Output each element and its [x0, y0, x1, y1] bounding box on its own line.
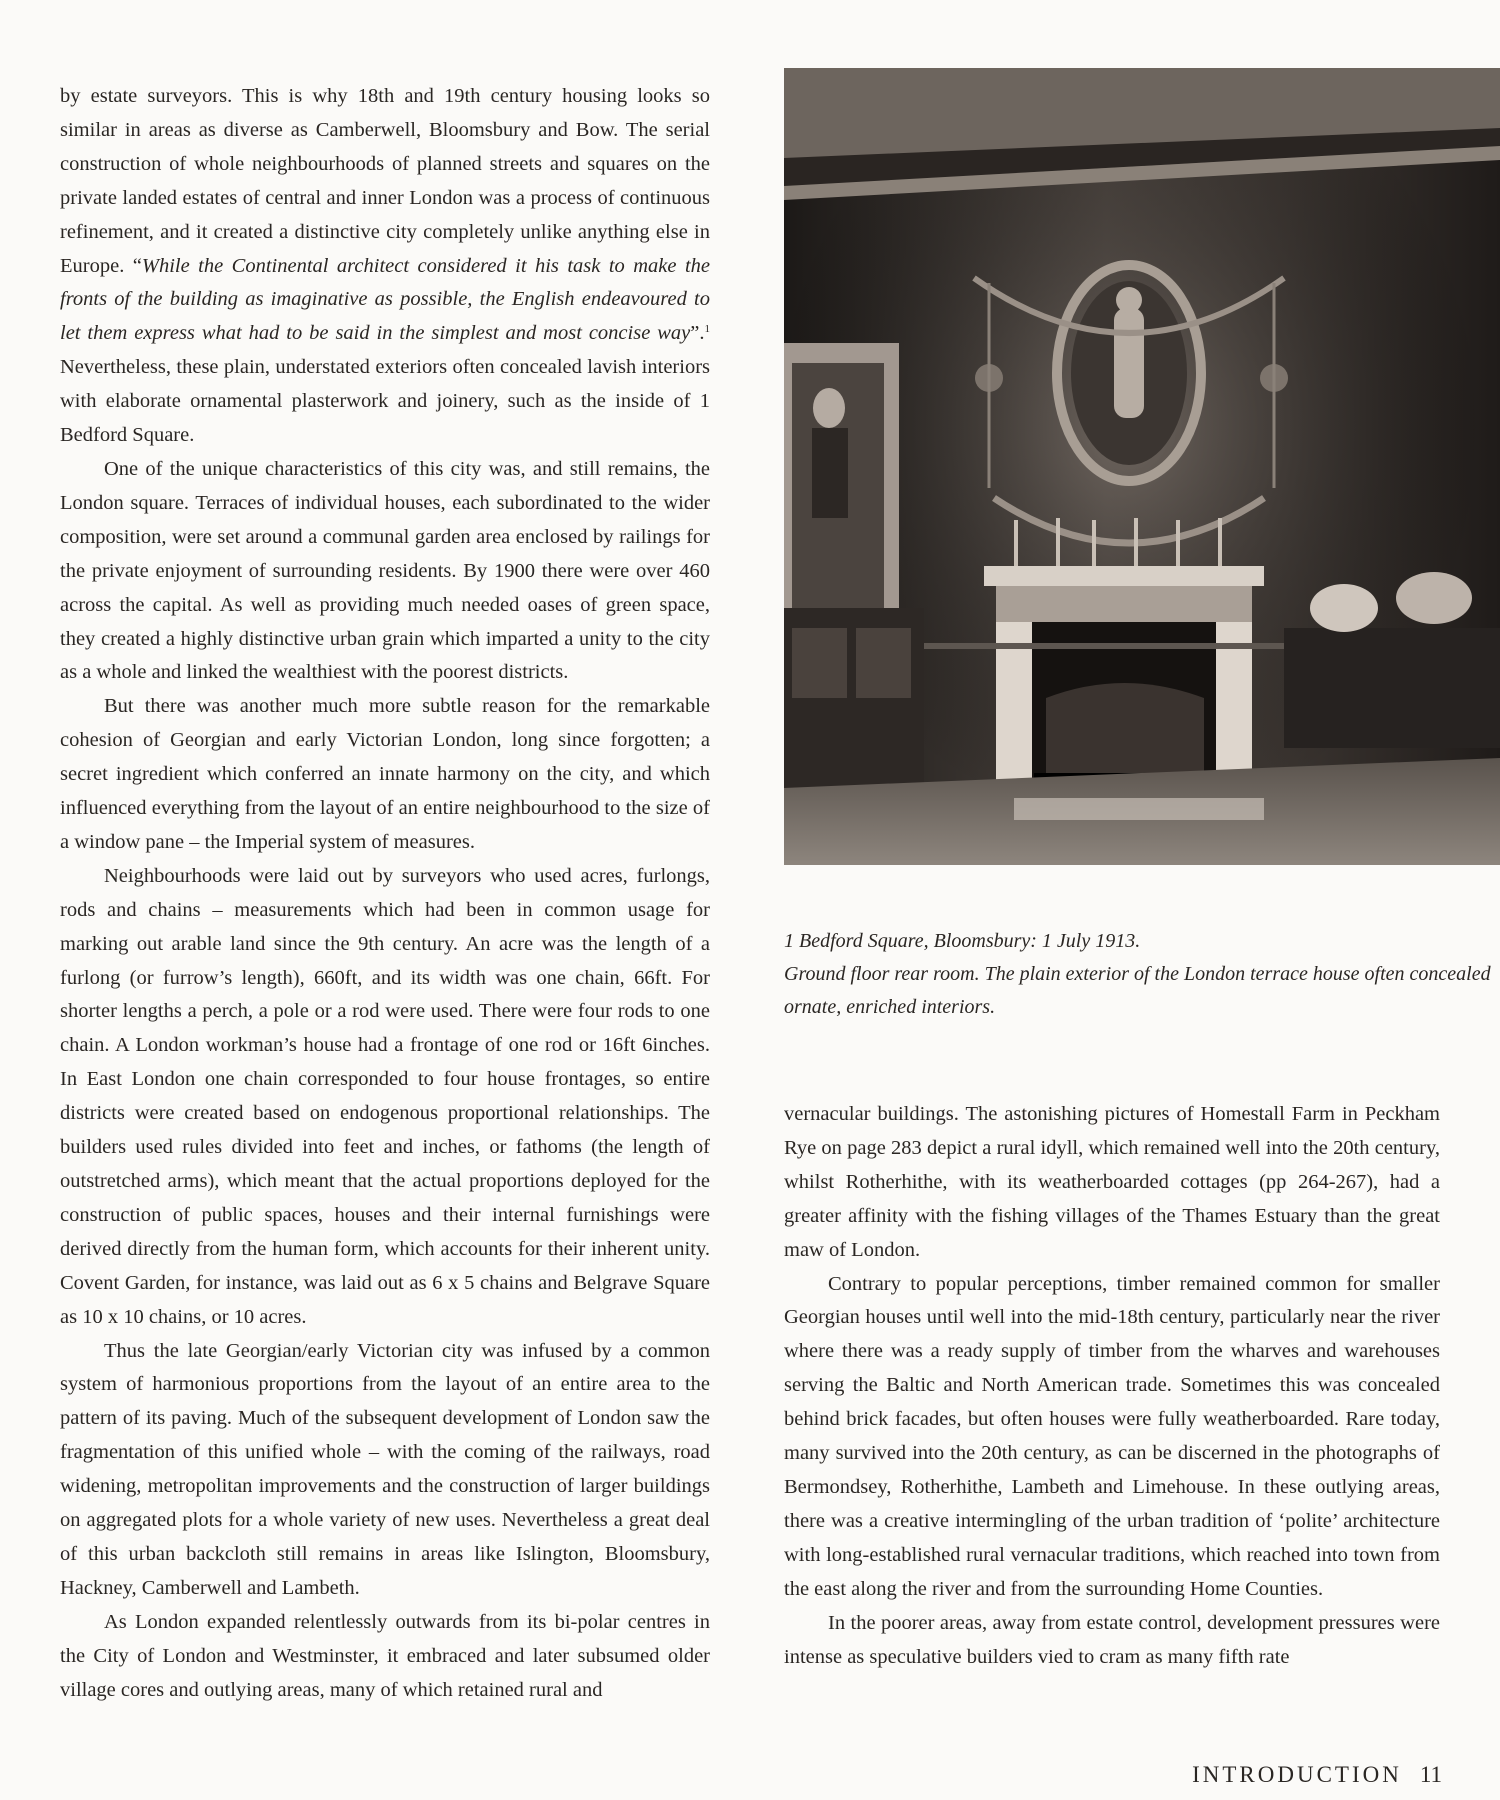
paragraph: But there was another much more subtle reason for the remarkable cohesion of Georgian and early Victorian London, long since forgotten; a secret ingredient which conferred an innate harmony on the city, and which influenced everything from the layout of an entire neighbourhood to the size of a window pane – the Imperial system of measures.	[60, 695, 710, 853]
page-footer	[1192, 1762, 1442, 1788]
paragraph	[60, 80, 710, 453]
left-text-column	[60, 80, 710, 1708]
paragraph: Contrary to popular perceptions, timber remained common for smaller Georgian houses until well into the mid-18th century, particularly near the river where there was a ready supply of timber from the wharves and warehouses serving the Baltic and North American trade. Sometimes this was concealed behind brick facades, but often houses were fully weatherboarded. Rare today, many survived into the 20th century, as can be discerned in the photographs of Bermondsey, Rotherhithe, Lambeth and Limehouse. In these outlying areas, there was a creative intermingling of the urban tradition of ‘polite’ architecture with long-established rural vernacular traditions, which reached into town from the east along the river and from the surrounding Home Counties.	[784, 1272, 1440, 1600]
caption-title: 1 Bedford Square, Bloomsbury: 1 July 1913.	[784, 930, 1141, 952]
page-number: 11	[1419, 1762, 1442, 1787]
text-run: Nevertheless, these plain, understated exteriors often concealed lavish interiors with elaborate ornamental plasterwork and joinery, such as the inside of 1 Bedford Square.	[60, 356, 710, 447]
paragraph: As London expanded relentlessly outwards from its bi-polar centres in the City of London and Westminster, it embraced and later subsumed older village cores and outlying areas, many of which retained rural and	[60, 1610, 710, 1701]
quotation: While the Continental architect considered it his task to make the fronts of the building as imaginative as possible, the English endeavoured to let them express what had to be said in the simplest and most concise way	[60, 254, 710, 345]
running-footer-section: INTRODUCTION	[1192, 1762, 1402, 1787]
footnote-marker: 1	[704, 323, 710, 336]
interior-photograph	[784, 68, 1500, 865]
right-text-column	[784, 1098, 1440, 1674]
paragraph: In the poorer areas, away from estate control, development pressures were intense as speculative builders vied to cram as many fifth rate	[784, 1611, 1440, 1668]
paragraph: Neighbourhoods were laid out by surveyors who used acres, furlongs, rods and chains – measurements which had been in common usage for marking out arable land since the 9th century. An acre was the length of a furlong (or furrow’s length), 660ft, and its width was one chain, 66ft. For shorter lengths a perch, a pole or a rod were used. There were four rods to one chain. A London workman’s house had a frontage of one rod or 16ft 6inches. In East London one chain corresponded to four house frontages, so entire districts were created based on endogenous proportional relationships. The builders used rules divided into feet and inches, or fathoms (the length of outstretched arms), which meant that the actual proportions deployed for the construction of public spaces, houses and their internal furnishings were derived directly from the human form, which accounts for their inherent unity. Covent Garden, for instance, was laid out as 6 x 5 chains and Belgrave Square as 10 x 10 chains, or 10 acres.	[60, 864, 710, 1328]
paragraph: vernacular buildings. The astonishing pictures of Homestall Farm in Peckham Rye on page 283 depict a rural idyll, which remained well into the 20th century, whilst Rotherhithe, with its weatherboarded cottages (pp 264-267), had a greater affinity with the fishing villages of the Thames Estuary than the great maw of London.	[784, 1103, 1440, 1261]
text-run: by estate surveyors. This is why 18th and 19th century housing looks so similar in areas as diverse as Camberwell, Bloomsbury and Bow. The serial construction of whole neighbourhoods of planned streets and squares on the private landed estates of central and inner London was a process of continuous refinement, and it created a distinctive city completely unlike anything else in Europe. “	[60, 85, 710, 277]
photo-caption	[784, 925, 1500, 1024]
caption-description: Ground floor rear room. The plain exterior of the London terrace house often concealed ornate, enriched interiors.	[784, 963, 1491, 1018]
fireplace-room-illustration	[784, 68, 1500, 865]
paragraph: One of the unique characteristics of this city was, and still remains, the London square. Terraces of individual houses, each subordinated to the wider composition, were set around a communal garden area enclosed by railings for the private enjoyment of surrounding residents. By 1900 there were over 460 across the capital. As well as providing much needed oases of green space, they created a highly distinctive urban grain which imparted a unity to the city as a whole and linked the wealthiest with the poorest districts.	[60, 457, 710, 684]
paragraph: Thus the late Georgian/early Victorian city was infused by a common system of harmonious proportions from the layout of an entire area to the pattern of its paving. Much of the subsequent development of London saw the fragmentation of this unified whole – with the coming of the railways, road widening, metropolitan improvements and the construction of larger buildings on aggregated plots for a whole variety of new uses. Nevertheless a great deal of this urban backcloth still remains in areas like Islington, Bloomsbury, Hackney, Camberwell and Lambeth.	[60, 1339, 710, 1599]
text-run: ”.	[690, 322, 705, 345]
